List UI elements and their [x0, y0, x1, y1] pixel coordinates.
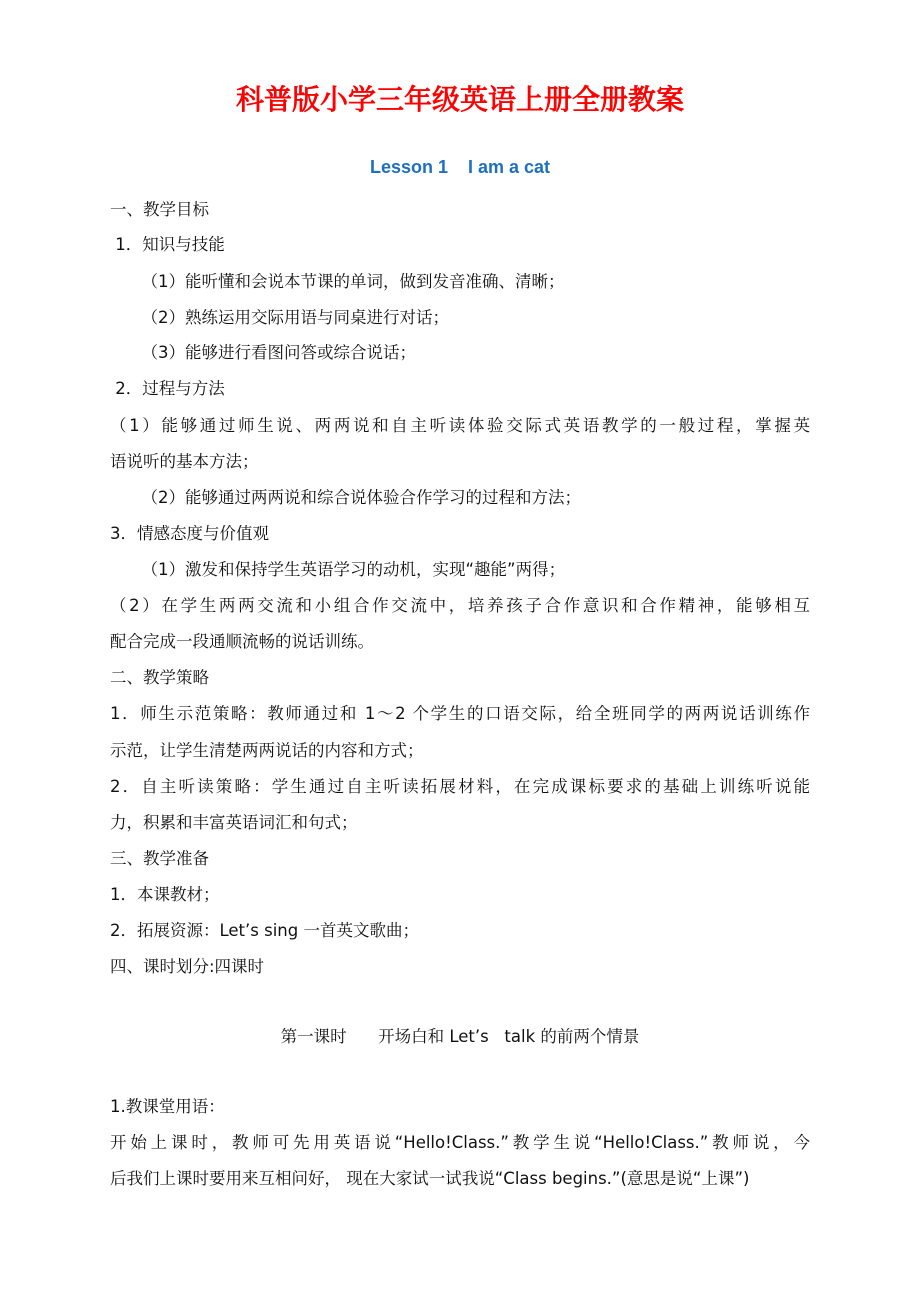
text-line: （3）能够进行看图问答或综合说话；: [110, 343, 416, 362]
section-heading: 第一课时 开场白和 Let’s talk 的前两个情景: [280, 1027, 640, 1046]
text-line: 力，积累和丰富英语词汇和句式；: [110, 813, 358, 832]
text-line: 1．本课教材；: [110, 885, 220, 904]
text-line: 3．情感态度与价值观: [110, 524, 269, 543]
text-line: 语说听的基本方法；: [110, 452, 259, 471]
text-line: 2．拓展资源：Let’s sing 一首英文歌曲；: [110, 921, 419, 940]
text-line: 开始上课时，教师可先用英语说“Hello!Class.”教学生说“Hello!Class.”教师说，今: [110, 1133, 810, 1152]
document-title: 科普版小学三年级英语上册全册教案: [235, 83, 684, 116]
lesson-heading: Lesson 1 I am a cat: [369, 157, 551, 177]
text-line: 后我们上课时要用来互相问好， 现在大家试一试我说“Class begins.”(意思是说“上课”): [110, 1169, 750, 1188]
text-line: 示范，让学生清楚两两说话的内容和方式；: [110, 741, 424, 760]
text-line: 配合完成一段通顺流畅的说话训练。: [110, 632, 374, 651]
text-line: （1）能听懂和会说本节课的单词，做到发音准确、清晰；: [110, 272, 565, 291]
text-line: （2）能够通过两两说和综合说体验合作学习的过程和方法；: [110, 488, 581, 507]
text-line: 二、教学策略: [110, 668, 209, 687]
text-line: （1）能够通过师生说、两两说和自主听读体验交际式英语教学的一般过程，掌握英: [110, 416, 810, 435]
text-line: （1）激发和保持学生英语学习的动机，实现“趣能”两得；: [110, 560, 566, 579]
text-line: （2）在学生两两交流和小组合作交流中，培养孩子合作意识和合作精神，能够相互: [110, 596, 810, 615]
text-line: 1．知识与技能: [110, 235, 225, 254]
text-line: 三、教学准备: [110, 849, 209, 868]
text-line: 1.教课堂用语：: [110, 1097, 225, 1116]
text-line: （2）熟练运用交际用语与同桌进行对话；: [110, 308, 449, 327]
text-line: 2．自主听读策略：学生通过自主听读拓展材料，在完成课标要求的基础上训练听说能: [110, 777, 810, 796]
text-line: 2．过程与方法: [110, 379, 225, 398]
text-line: 四、课时划分:四课时: [110, 957, 265, 976]
text-line: 1．师生示范策略：教师通过和 1～2 个学生的口语交际，给全班同学的两两说话训练作: [110, 704, 810, 723]
text-line: 一、教学目标: [110, 200, 209, 219]
